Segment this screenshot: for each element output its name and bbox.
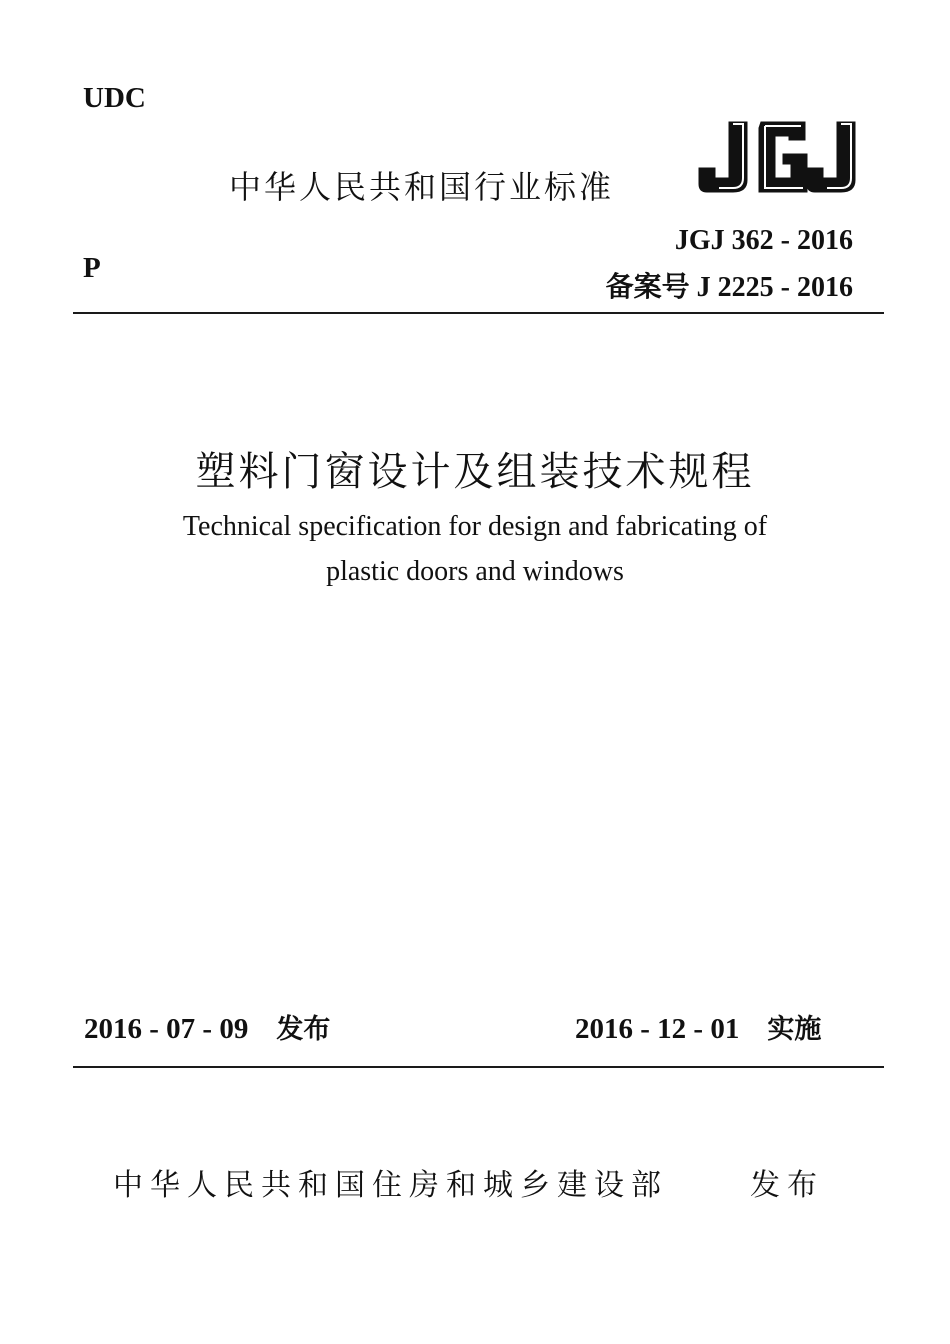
title-english-line-1: Technical specification for design and fabricating of xyxy=(182,511,768,542)
publisher-name: 中华人民共和国住房和城乡建设部 xyxy=(113,1168,668,1203)
implementation-label: 实施 xyxy=(767,1014,822,1045)
issue-date-row xyxy=(84,1007,330,1046)
standard-number: JGJ 362 - 2016 xyxy=(674,225,853,256)
title-chinese: 塑料门窗设计及组装技术规程 xyxy=(195,449,755,495)
title-english-line-2: plastic doors and windows xyxy=(326,556,624,587)
udc-label: UDC xyxy=(83,82,146,114)
issue-date: 2016 - 07 - 09 xyxy=(84,1013,249,1045)
top-divider xyxy=(73,312,884,314)
bottom-divider xyxy=(73,1066,884,1068)
implementation-date: 2016 - 12 - 01 xyxy=(575,1013,740,1045)
industry-standard-heading: 中华人民共和国行业标准 xyxy=(229,168,615,206)
record-number: 备案号 J 2225 - 2016 xyxy=(605,272,853,303)
implementation-date-row xyxy=(575,1007,821,1046)
classification-code: P xyxy=(83,252,101,284)
jgj-logo xyxy=(695,118,860,196)
issue-label: 发布 xyxy=(276,1014,331,1045)
publish-verb: 发布 xyxy=(750,1168,824,1203)
